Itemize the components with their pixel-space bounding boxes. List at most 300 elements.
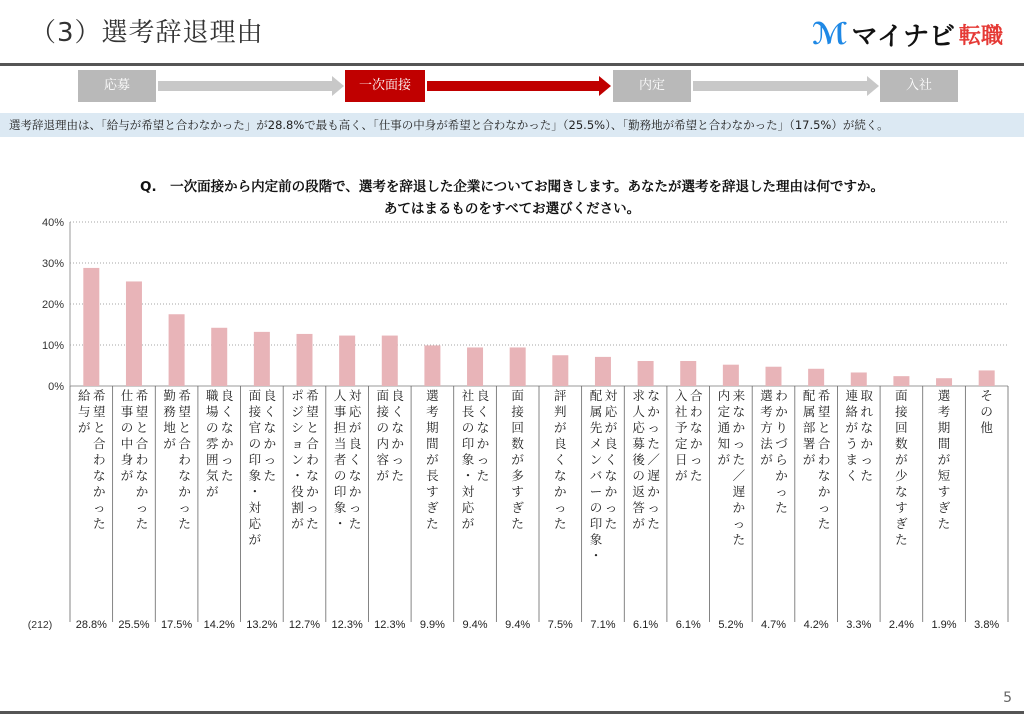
category-label-char: 返 [632, 484, 645, 499]
mynavi-logo [812, 16, 1003, 52]
category-label-char: 長 [461, 404, 475, 419]
value-label: 3.8% [974, 619, 1000, 631]
category-label-char: ぎ [426, 500, 439, 515]
category-label-char: ／ [732, 468, 746, 483]
category-label-char: 割 [291, 500, 304, 515]
category-label-char: 面 [511, 388, 524, 403]
category-label-char: 合 [689, 388, 703, 403]
category-label-char: 部 [802, 420, 816, 435]
category-label-char: ジ [291, 404, 304, 419]
category-label-char: 給 [78, 388, 91, 403]
category-label-char: 象 [333, 500, 347, 515]
category-label-char: の [632, 468, 645, 483]
category-label-char: か [476, 436, 490, 451]
flow-step-first-interview: 一次面接 [345, 70, 425, 102]
category-label-char: か [348, 484, 362, 499]
category-label-char: 事 [120, 404, 134, 419]
category-label-char: か [860, 436, 874, 451]
category-label-char: 応 [248, 516, 262, 531]
category-label-char: 考 [426, 404, 439, 419]
category-label-char: た [554, 516, 567, 531]
logo-brand: マイナビ [851, 21, 956, 52]
category-label-char: 考 [937, 404, 951, 419]
logo-mark-icon: ℳ [812, 16, 848, 52]
category-label-char: が [248, 532, 262, 547]
category-label-char: 内 [717, 388, 731, 403]
category-label-char: の [120, 420, 134, 435]
category-label-char: が [802, 452, 816, 467]
value-label: 4.2% [803, 619, 829, 631]
category-label-char: 署 [802, 436, 816, 451]
category-label-char: か [178, 484, 191, 499]
category-label-char: 間 [426, 436, 439, 451]
category-label-char: な [348, 468, 362, 483]
category-label-char: 求 [632, 388, 645, 403]
category-label-char: 応 [604, 404, 618, 419]
category-label-char: 選 [760, 388, 773, 403]
category-label-char: く [220, 404, 234, 419]
category-label-char: っ [647, 500, 660, 515]
category-label-char: く [845, 468, 859, 483]
category-label-char: 先 [589, 420, 603, 435]
category-label-char: 予 [674, 420, 688, 435]
category-label-char: 面 [248, 388, 262, 403]
category-label-char: ン [589, 452, 603, 467]
category-label-char: 望 [93, 404, 106, 419]
category-label-char: ポ [291, 388, 304, 403]
bar [552, 355, 568, 386]
question-line-2: あてはまるものをすべてお選びください。 [383, 201, 641, 217]
category-label-char: の [461, 420, 475, 435]
category-label-char: が [291, 516, 304, 531]
category-label-char: 人 [632, 404, 645, 419]
category-label-char: 気 [205, 468, 219, 483]
category-label-char: 合 [135, 436, 149, 451]
bottom-divider [0, 711, 1024, 714]
bar [808, 369, 824, 386]
flow-step-join: 入社 [880, 70, 958, 102]
category-label-char: と [135, 420, 149, 435]
value-label: 9.4% [462, 619, 488, 631]
bar [382, 336, 398, 386]
category-label-char: と [93, 420, 106, 435]
category-label-char: の [376, 420, 390, 435]
category-label-char: ン [291, 452, 304, 467]
category-label-char: 期 [426, 420, 439, 435]
page-number: 5 [1003, 690, 1012, 706]
category-label-char: た [348, 516, 362, 531]
category-label-char: 対 [461, 484, 475, 499]
category-label-char: 希 [306, 388, 319, 403]
category-label-char: メ [589, 436, 603, 451]
y-tick-label: 0% [48, 381, 64, 393]
category-label-char: 法 [760, 436, 773, 451]
category-label-char: か [604, 484, 618, 499]
category-label-char: な [732, 404, 746, 419]
y-tick-label: 10% [41, 340, 64, 352]
category-label-char: 社 [674, 404, 688, 419]
category-label-char: 評 [554, 388, 567, 403]
bar [169, 314, 185, 386]
value-label: 5.2% [718, 619, 744, 631]
category-label-char: ・ [589, 548, 603, 563]
category-label-char: 印 [333, 484, 347, 499]
category-label-char: す [511, 484, 524, 499]
category-label-char: 担 [333, 420, 347, 435]
category-label-char: 良 [476, 388, 490, 403]
value-label: 6.1% [675, 619, 701, 631]
category-label-char: 良 [391, 388, 405, 403]
value-label: 7.5% [547, 619, 573, 631]
value-label: 12.3% [331, 619, 363, 631]
category-label-char: 多 [511, 468, 524, 483]
flow-arrow-3 [693, 81, 867, 91]
category-label-char: 象 [248, 468, 262, 483]
category-label-char: わ [817, 452, 831, 467]
value-label: 12.7% [288, 619, 321, 631]
category-label-char: 取 [860, 388, 874, 403]
category-label-char: た [647, 516, 660, 531]
category-label-char: か [263, 436, 277, 451]
category-label-char: っ [391, 452, 405, 467]
category-label-char: 来 [732, 388, 746, 403]
category-label-char: た [604, 516, 618, 531]
category-label-char: く [476, 404, 490, 419]
category-label-char: か [391, 436, 405, 451]
category-label-char: 回 [895, 420, 908, 435]
category-label-char: た [220, 468, 234, 483]
category-label-char: 配 [589, 388, 603, 403]
category-label-char: っ [263, 452, 277, 467]
category-label-char: た [689, 468, 703, 483]
category-label-char: な [860, 420, 874, 435]
category-label-char: 官 [248, 420, 262, 435]
category-label-char: か [554, 484, 567, 499]
category-label-char: 身 [120, 452, 134, 467]
category-label-char: た [817, 516, 831, 531]
bar [893, 376, 909, 386]
category-label-char: が [554, 420, 567, 435]
category-label-char: か [135, 484, 149, 499]
category-label-char: ー [589, 484, 603, 499]
bar [851, 372, 867, 386]
category-label-char: 定 [674, 436, 688, 451]
category-label-char: 印 [248, 452, 262, 467]
category-label-char: シ [291, 420, 304, 435]
category-label-char: が [845, 420, 859, 435]
category-label-char: っ [647, 420, 660, 435]
category-label-char: 少 [895, 468, 908, 483]
category-label-char: 選 [937, 388, 951, 403]
category-label-char: か [647, 404, 660, 419]
category-label-char: の [980, 404, 993, 419]
category-label-char: 希 [135, 388, 149, 403]
category-label-char: 属 [802, 404, 816, 419]
category-label-char: ま [845, 452, 859, 467]
category-label-char: 絡 [845, 404, 859, 419]
bar [126, 281, 142, 386]
bar [595, 357, 611, 386]
category-label-char: 他 [980, 420, 993, 435]
bar [979, 370, 995, 386]
category-label-char: 数 [511, 436, 524, 451]
y-tick-label: 30% [41, 258, 64, 270]
category-label-char: た [732, 532, 746, 547]
category-label-char: く [554, 452, 567, 467]
category-label-char: た [775, 500, 788, 515]
category-label-char: わ [135, 452, 149, 467]
category-label-char: 日 [674, 452, 688, 467]
value-label: 2.4% [888, 619, 914, 631]
category-label-char: 配 [802, 388, 816, 403]
category-label-char: っ [476, 452, 490, 467]
category-label-char: 接 [248, 404, 262, 419]
category-label-char: の [205, 420, 219, 435]
category-label-char: 望 [306, 404, 319, 419]
page-title: （3）選考辞退理由 [30, 18, 264, 48]
category-label-char: 知 [717, 436, 731, 451]
category-label-char: 役 [291, 484, 304, 499]
category-label-char: す [937, 484, 951, 499]
category-label-char: ・ [333, 516, 347, 531]
category-label-char: が [163, 436, 176, 451]
category-label-char: 対 [604, 388, 618, 403]
category-label-char: と [306, 420, 319, 435]
bar [467, 347, 483, 386]
category-label-char: 選 [426, 388, 439, 403]
category-label-char: 合 [306, 436, 319, 451]
category-label-char: か [647, 484, 660, 499]
category-label-char: が [461, 516, 475, 531]
category-label-char: た [306, 516, 319, 531]
bar [723, 365, 739, 386]
category-label-char: 容 [376, 452, 390, 467]
category-label-char: が [205, 484, 219, 499]
category-label-char: バ [589, 468, 603, 483]
category-label-char: な [895, 484, 908, 499]
category-label-char: な [647, 388, 660, 403]
category-label-char: 地 [163, 420, 176, 435]
category-label-char: が [674, 468, 688, 483]
category-label-char: わ [775, 388, 788, 403]
category-label-char: 応 [461, 500, 475, 515]
category-label-char: り [775, 420, 788, 435]
category-label-char: 面 [376, 388, 390, 403]
category-label-char: ・ [291, 468, 304, 483]
category-label-char: な [689, 420, 703, 435]
category-label-char: 面 [895, 388, 908, 403]
value-label: 17.5% [160, 619, 193, 631]
value-label: 3.3% [846, 619, 872, 631]
category-label-char: 象 [589, 532, 603, 547]
category-label-char: ョ [291, 436, 304, 451]
category-label-char: っ [93, 500, 106, 515]
value-label: 13.2% [246, 619, 278, 631]
category-label-char: ・ [248, 484, 262, 499]
category-label-char: か [220, 436, 234, 451]
bar [339, 336, 355, 386]
category-label-char: 中 [120, 436, 134, 451]
category-label-char: 方 [760, 420, 773, 435]
category-label-char: っ [604, 500, 618, 515]
flow-arrow-1 [158, 81, 332, 91]
summary-text: 選考辞退理由は、「給与が希望と合わなかった」が28.8%で最も高く、「仕事の中身が希望と合わなかった」（25.5%）、「勤務地が希望と合わなかった」（17.5%）が続く。 [0, 113, 1024, 137]
category-label-char: 希 [93, 388, 106, 403]
category-label-char: っ [732, 516, 746, 531]
category-label-char: っ [306, 500, 319, 515]
category-label-char: 希 [817, 388, 831, 403]
category-label-char: 場 [205, 404, 219, 419]
category-label-char: く [263, 404, 277, 419]
category-label-char: ぎ [511, 500, 524, 515]
category-label-char: く [348, 452, 362, 467]
value-label: 25.5% [118, 619, 150, 631]
category-label-char: 社 [461, 388, 475, 403]
category-label-char: の [248, 436, 262, 451]
category-label-char: 接 [376, 404, 390, 419]
category-label-char: 象 [461, 452, 475, 467]
category-label-char: 募 [632, 436, 645, 451]
category-label-char: す [426, 484, 439, 499]
category-label-char: っ [860, 452, 874, 467]
flow-arrowhead-3 [867, 76, 879, 96]
category-label-char: な [220, 420, 234, 435]
category-label-char: 雰 [205, 436, 219, 451]
category-label-char: と [817, 420, 831, 435]
category-label-char: の [589, 500, 603, 515]
flow-step-apply: 応募 [78, 70, 156, 102]
value-label: 28.8% [75, 619, 107, 631]
value-label: 12.3% [374, 619, 406, 631]
category-label-char: 良 [263, 388, 277, 403]
category-label-char: か [689, 436, 703, 451]
category-label-char: な [263, 420, 277, 435]
category-label-char: が [760, 452, 773, 467]
category-label-char: わ [306, 452, 319, 467]
value-label: 9.4% [505, 619, 531, 631]
category-label-char: 接 [895, 404, 908, 419]
category-label-char: く [391, 404, 405, 419]
category-label-char: 考 [760, 404, 773, 419]
category-label-char: た [93, 516, 106, 531]
bar [510, 347, 526, 386]
logo-sub: 転職 [959, 23, 1004, 49]
category-label-char: た [860, 468, 874, 483]
category-label-char: た [647, 436, 660, 451]
category-label-char: 印 [461, 436, 475, 451]
category-label-char: 良 [554, 436, 567, 451]
category-label-char: 務 [163, 404, 176, 419]
category-label-char: づ [775, 436, 788, 451]
category-label-char: ぎ [937, 500, 951, 515]
category-label-char: 当 [333, 436, 347, 451]
category-label-char: 囲 [205, 452, 219, 467]
bar [211, 328, 227, 386]
category-label-char: か [732, 420, 746, 435]
category-label-char: っ [775, 484, 788, 499]
category-label-char: た [135, 516, 149, 531]
category-label-char: 後 [632, 452, 645, 467]
category-label-char: た [511, 516, 524, 531]
category-label-char: な [178, 468, 191, 483]
bar-chart [0, 210, 1024, 640]
category-label-char: 答 [632, 500, 645, 515]
category-label-char: 仕 [120, 388, 134, 403]
category-label-char: な [476, 420, 490, 435]
y-tick-label: 20% [41, 299, 64, 311]
category-label-char: 望 [135, 404, 149, 419]
category-label-char: 接 [511, 404, 524, 419]
category-label-char: 通 [717, 420, 731, 435]
category-label-char: っ [554, 500, 567, 515]
category-label-char: ・ [461, 468, 475, 483]
category-label-char: 合 [93, 436, 106, 451]
category-label-char: 良 [604, 436, 618, 451]
category-label-char: わ [178, 452, 191, 467]
category-label-char: 合 [178, 436, 191, 451]
category-label-char: れ [860, 404, 874, 419]
category-label-char: が [426, 452, 439, 467]
category-label-char: か [732, 500, 746, 515]
category-label-char: わ [93, 452, 106, 467]
bar [680, 361, 696, 386]
category-label-char: な [817, 468, 831, 483]
category-label-char: く [604, 452, 618, 467]
category-label-char: が [78, 420, 91, 435]
category-label-char: 入 [674, 388, 688, 403]
category-label-char: 合 [817, 436, 831, 451]
category-label-char: が [895, 452, 908, 467]
category-label-char: 長 [426, 468, 439, 483]
category-label-char: す [895, 500, 908, 515]
category-label-char: っ [178, 500, 191, 515]
bar [936, 378, 952, 386]
category-label-char: た [263, 468, 277, 483]
category-label-char: う [845, 436, 859, 451]
category-label-char: 希 [178, 388, 191, 403]
category-label-char: た [178, 516, 191, 531]
category-label-char: の [333, 468, 347, 483]
category-label-char: 期 [937, 420, 951, 435]
category-label-char: っ [732, 436, 746, 451]
category-label-char: 回 [511, 420, 524, 435]
bar [638, 361, 654, 386]
category-label-char: な [554, 468, 567, 483]
category-label-char: 短 [937, 468, 951, 483]
value-label: 14.2% [203, 619, 235, 631]
bar [424, 345, 440, 386]
category-label-char: っ [348, 500, 362, 515]
category-label-char: 対 [248, 500, 262, 515]
category-label-char: 印 [589, 516, 603, 531]
flow-arrowhead-2 [599, 76, 611, 96]
category-label-char: か [93, 484, 106, 499]
category-label-char: が [604, 420, 618, 435]
category-label-char: わ [689, 404, 703, 419]
category-label-char: な [391, 420, 405, 435]
category-label-char: ／ [647, 452, 660, 467]
category-label-char: っ [135, 500, 149, 515]
category-label-char: っ [817, 500, 831, 515]
category-label-char: た [391, 468, 405, 483]
category-label-char: 連 [845, 388, 859, 403]
category-label-char: 勤 [163, 388, 176, 403]
category-label-char: 数 [895, 436, 908, 451]
category-label-char: 望 [817, 404, 831, 419]
category-label-char: か [306, 484, 319, 499]
category-label-char: 応 [348, 404, 362, 419]
category-label-char: か [775, 468, 788, 483]
